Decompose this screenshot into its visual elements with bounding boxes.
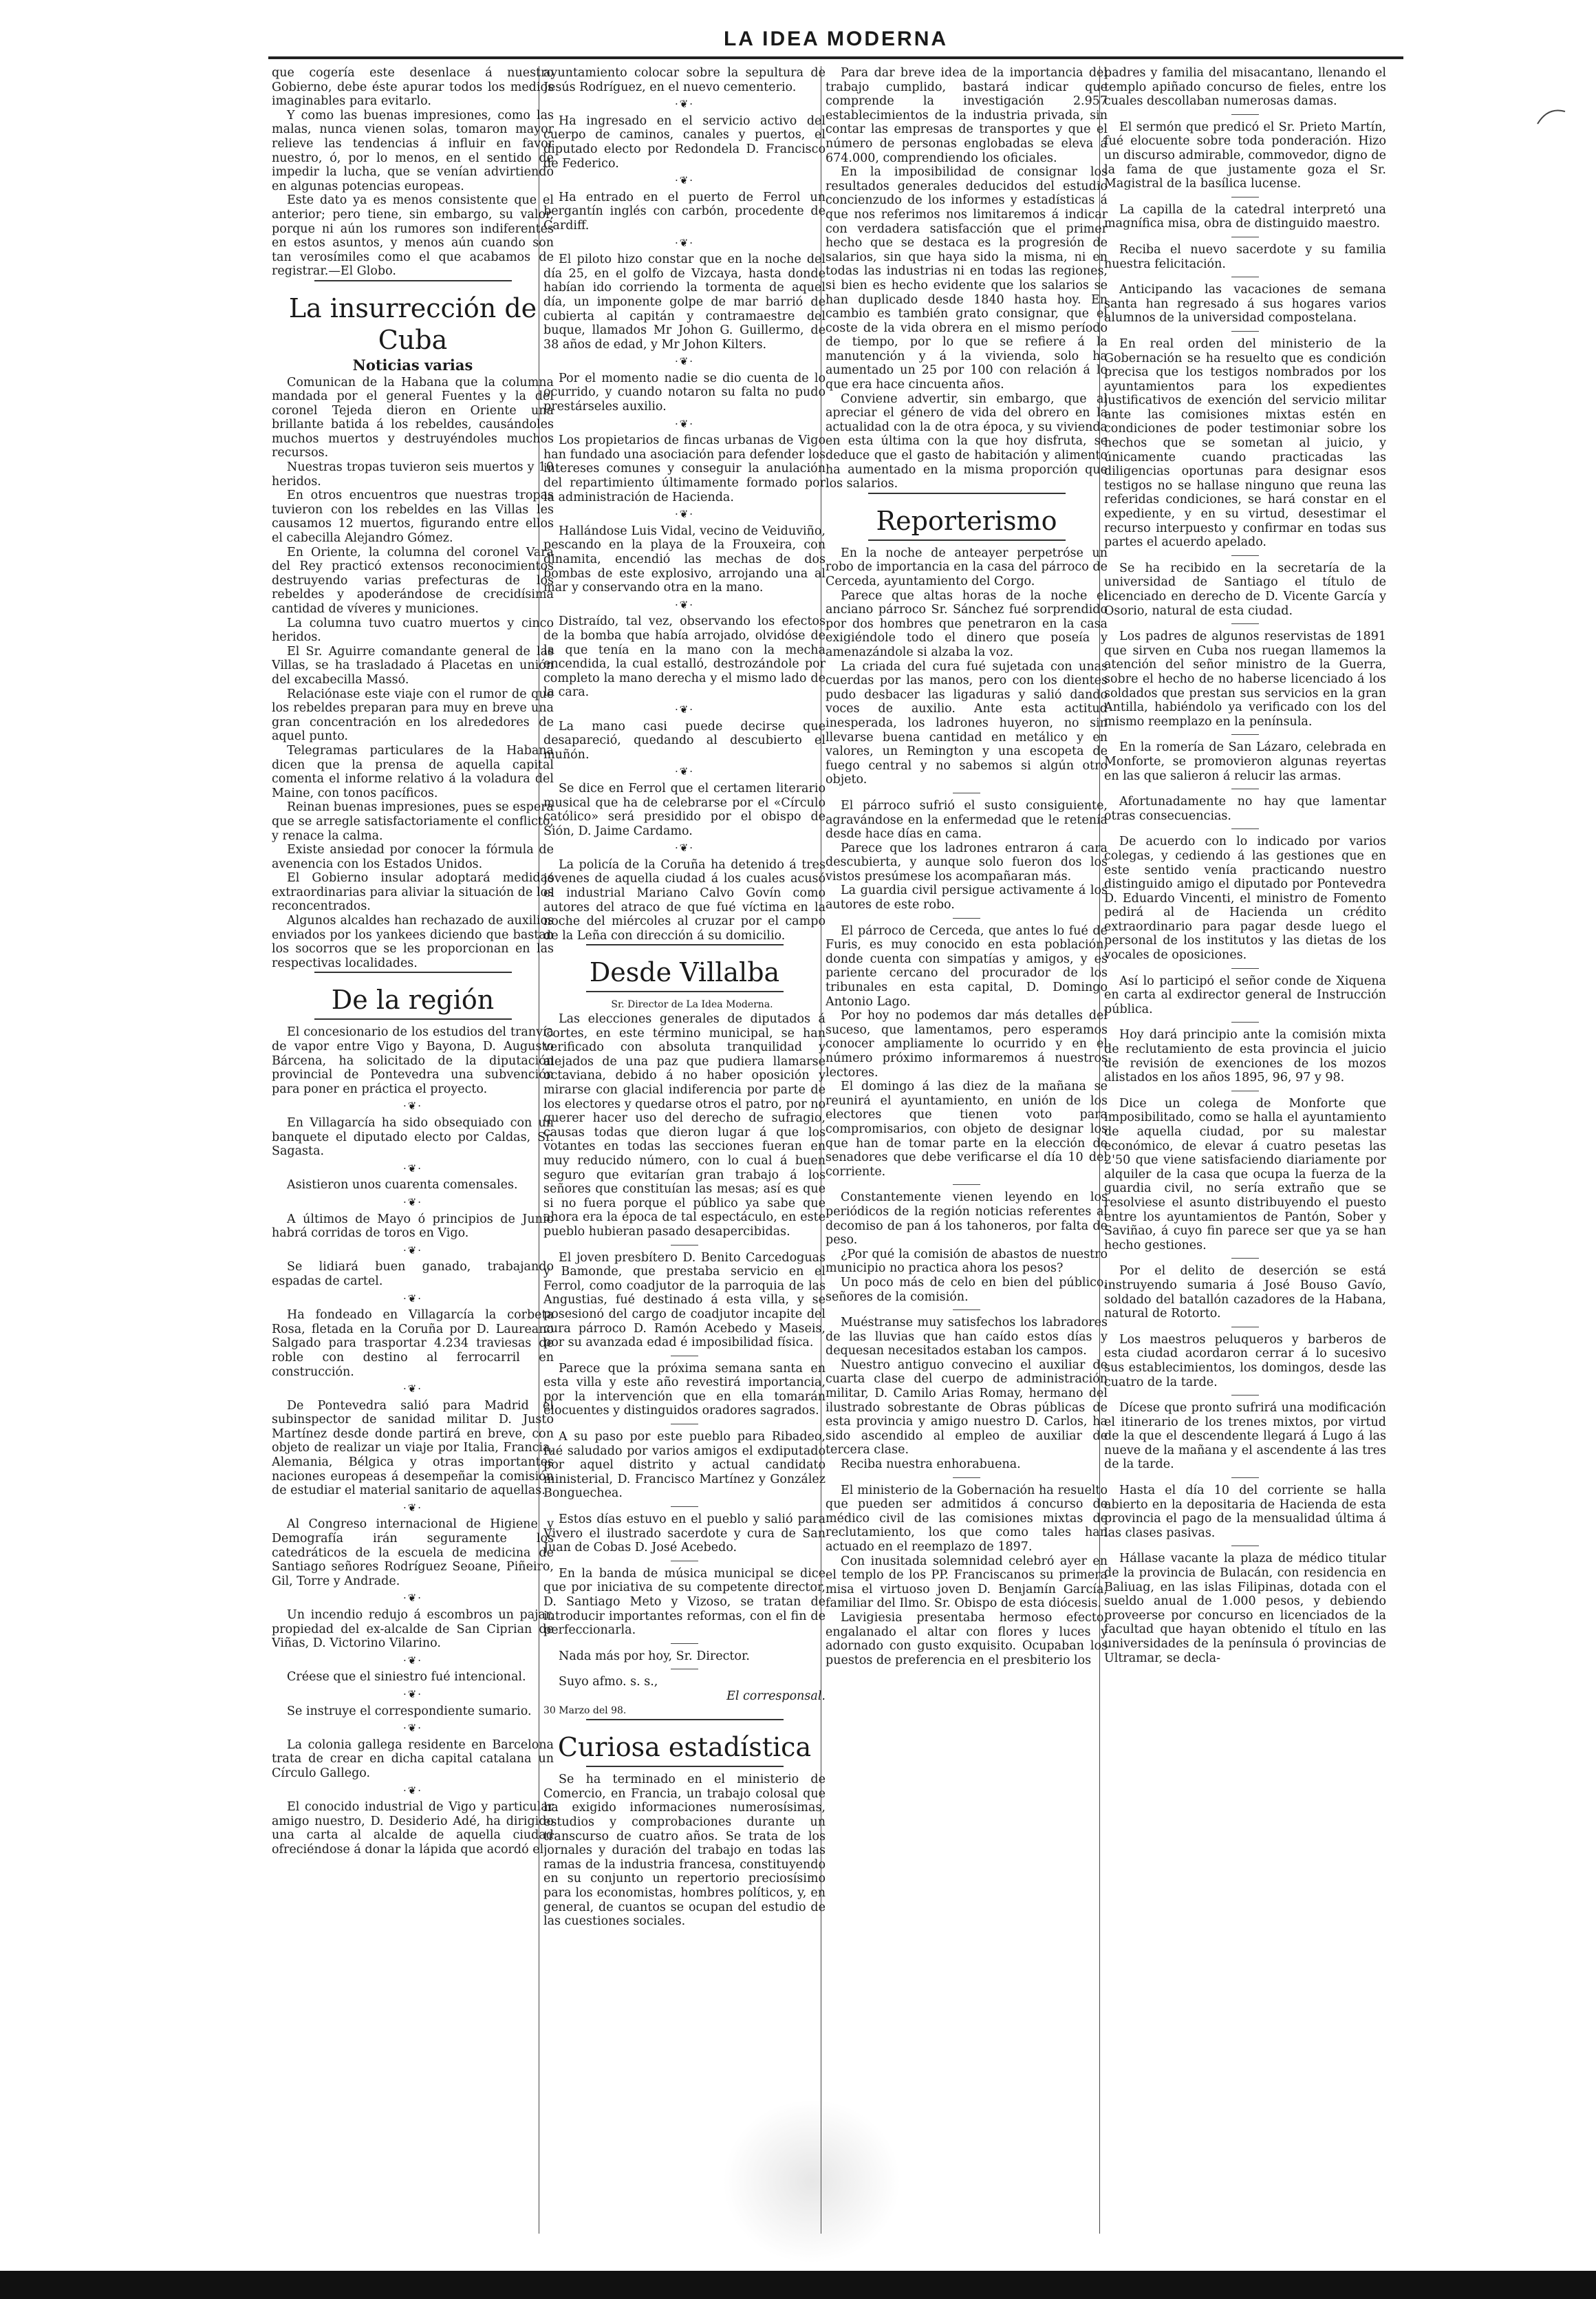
ornament-separator: ·❦· <box>674 236 695 249</box>
article-paragraph: Con inusitada solemnidad celebró ayer en el templo de los PP. Franciscanos su primera misa el virtuoso joven D. Benjamín García, familiar del Ilmo. Sr. Obispo de esta diócesis. <box>826 1554 1108 1611</box>
article-paragraph: Al Congreso internacional de Higiene y Demografía irán seguramente los catedráticos de la escuela de medicina de Santiago señores Rodríguez Seoane, Piñeiro, Gil, Torre y Andrade. <box>272 1517 554 1588</box>
dash-separator <box>953 1477 980 1478</box>
article-paragraph: Un poco más de celo en bien del público, señores de la comisión. <box>826 1275 1108 1304</box>
article-paragraph: ¿Por qué la comisión de abastos de nuestro municipio no practica ahora los pesos? <box>826 1247 1108 1276</box>
cuba-paragraphs <box>272 376 554 971</box>
ornament-separator: ·❦· <box>674 174 695 187</box>
dash-separator <box>1231 968 1259 969</box>
column-4 <box>1104 66 1386 2234</box>
article-paragraph: Los maestros peluqueros y barberos de esta ciudad acordaron cerrar á lo sucesivo sus establecimientos, los domingos, desde las cuatro de la tarde. <box>1104 1332 1386 1389</box>
ornament-separator: ·❦· <box>402 1592 423 1605</box>
article-paragraph: El piloto hizo constar que en la noche del día 25, en el golfo de Vizcaya, hasta donde habían ido corriendo la tormenta de aquel día, un imponente golpe de mar barrió de cubierta al capitán y contramaestre del buque, llamados Mr Johon G. Guillermo, de 38 años de edad, y Mr Johon Kilters. <box>543 253 826 352</box>
article-paragraph: La policía de la Coruña ha detenido á tres jóvenes de aquella ciudad á los cuales acusó el industrial Mariano Calvo Govín como autores del atraco de que fué víctima en la noche del miércoles al cruzar por el campo de la Leña con dirección á su domicilio. <box>543 857 826 943</box>
article-paragraph: Reciba nuestra enhorabuena. <box>841 1457 1021 1472</box>
article-paragraph: Hallándose Luis Vidal, vecino de Veiduviño, pescando en la playa de la Frouxeira, con dinamita, encendió las mechas de dos bombas de este explosivo, arrojando una al mar y conservando otra en la mano. <box>543 524 826 595</box>
section-title-cuba: La insurrección de Cuba <box>288 292 537 355</box>
margin-pencil-mark-icon <box>1534 103 1568 131</box>
ornament-separator: ·❦· <box>402 1292 423 1305</box>
article-paragraph: Se instruye el correspondiente sumario. <box>287 1704 532 1718</box>
article-paragraph: En la noche de anteayer perpetróse un robo de importancia en la casa del párroco de Cerceda, ayuntamiento del Corgo. <box>826 546 1108 588</box>
article-paragraph: El domingo á las diez de la mañana se reunirá el ayuntamiento, en unión de los electores que tienen voto para compromisarios, con objeto de designar los que han de tomar parte en la elección de senadores que debe verificarse el día 10 del corriente. <box>826 1080 1108 1179</box>
article-paragraph: Nuestro antiguo convecino el auxiliar de cuarta clase del cuerpo de administración militar, D. Camilo Arias Romay, hermano del ilustrado sobrestante de Obras públicas de esta provincia y amigo nuestro D. Carlos, ha sido ascendido al empleo de auxiliar de tercera clase. <box>826 1358 1108 1457</box>
article-paragraph: La mano casi puede decirse que desapareció, quedando al descubierto el muñón. <box>543 719 826 762</box>
dash-separator <box>953 918 980 919</box>
article-paragraph: Ha ingresado en el servicio activo del cuerpo de caminos, canales y puertos, el diputado electo por Redondela D. Francisco de Federico. <box>543 114 826 171</box>
article-paragraph: El párroco de Cerceda, que antes lo fué de Furis, es muy conocido en esta población, donde cuenta con simpatías y amigos, y es pariente cercano del procurador de los tribunales en esta capital, D. Domingo Antonio Lago. <box>826 923 1108 1009</box>
dash-separator <box>671 1643 698 1644</box>
article-paragraph: En la romería de San Lázaro, celebrada en Monforte, se promovieron algunas reyertas en las que salieron á relucir las armas. <box>1104 740 1386 783</box>
region-paragraphs <box>272 1025 554 1857</box>
dash-separator <box>953 1184 980 1185</box>
article-paragraph: El párroco sufrió el susto consiguiente, agravándose en la enfermedad que le retenía desde hace días en cama. <box>826 798 1108 842</box>
ornament-separator: ·❦· <box>402 1162 423 1175</box>
article-paragraph: La capilla de la catedral interpretó una magnífica misa, obra de distinguido maestro. <box>1104 202 1386 231</box>
section-rule <box>314 1018 512 1020</box>
ornament-separator: ·❦· <box>402 1195 423 1208</box>
article-paragraph: Parece que altas horas de la noche el anciano párroco Sr. Sánchez fué sorprendido por dos hombres que penetraron en la casa exigiéndole todo el dinero que poseía y amenazándole si alzaba la voz. <box>826 588 1108 659</box>
article-paragraph: Relaciónase este viaje con el rumor de que los rebeldes preparan para muy en breve una gran concentración en los alrededores de aquel punto. <box>272 687 554 744</box>
ornament-separator: ·❦· <box>674 508 695 521</box>
article-paragraph: Se ha terminado en el ministerio de Comercio, en Francia, un trabajo colosal que ha exigido informaciones numerosísimas, estudios y comprobaciones durante un transcurso de cuatro años. Se trata de los jornales y duración del trabajo en todas las ramas de la industria francesa, constituyendo en su conjunto un repertorio preciosísimo para los economistas, hombres políticos, y, en general, de cuantos se ocupan del estudio de las cuestiones sociales. <box>543 1773 826 1929</box>
masthead-title: LA IDEA MODERNA <box>723 28 949 50</box>
dash-separator <box>1231 1395 1259 1396</box>
scan-bottom-edge <box>0 2271 1596 2299</box>
article-paragraph: Dice un colega de Monforte que imposibilitado, como se halla el ayuntamiento de aquella ciudad, por su malestar económico, de elevar á cuatro pesetas las 2'50 que viene satisfaciendo diariamente por alquiler de la casa que ocupa la fuerza de la guardia civil, no sería extraño que se resolviese el asunto distribuyendo el puesto entre los ayuntamientos de Pantón, Sober y Saviñao, á cuyo fin parece ser que ya se han hecho gestiones. <box>1104 1096 1386 1252</box>
dash-separator <box>1231 1022 1259 1023</box>
article-paragraph: Estos días estuvo en el pueblo y salió para Vivero el ilustrado sacerdote y cura de San Juan de Cobas D. José Acebedo. <box>543 1512 826 1555</box>
news-paragraphs <box>543 66 826 943</box>
scan-smudge <box>722 2099 901 2264</box>
letter-addressee: Sr. Director de La Idea Moderna. <box>611 999 773 1011</box>
ornament-separator: ·❦· <box>674 417 695 430</box>
ornament-separator: ·❦· <box>402 1784 423 1797</box>
article-paragraph: Por el delito de deserción se está instruyendo sumaria á José Bouso Gavío, soldado del batallón cazadores de la Habana, natural de Rotorto. <box>1104 1264 1386 1321</box>
article-paragraph: Ha entrado en el puerto de Ferrol un bergantín inglés con carbón, procedente de Cardiff. <box>543 190 826 233</box>
dash-separator <box>1231 623 1259 624</box>
masthead-rule <box>268 56 1403 59</box>
article-paragraph: Créese que el siniestro fué intencional. <box>287 1670 526 1685</box>
article-paragraph: Para dar breve idea de la importancia del trabajo cumplido, bastará indicar que comprende la investigación 2.957 establecimientos de la industria privada, sin contar las empresas de transportes y que el número de personas englobadas se eleva á 674.000, comprendiendo los oficiales. <box>826 66 1108 165</box>
article-paragraph: El Sr. Aguirre comandante general de las Villas, se ha trasladado á Placetas en unión del excabecilla Massó. <box>272 644 554 687</box>
villalba-paragraphs <box>543 1012 826 1689</box>
ornament-separator: ·❦· <box>674 765 695 778</box>
dash-separator <box>953 1309 980 1310</box>
ornament-separator: ·❦· <box>402 1382 423 1396</box>
section-rule <box>586 1719 784 1720</box>
article-paragraph: De Pontevedra salió para Madrid el subinspector de sanidad militar D. Justo Martínez desde donde partirá en breve, con objeto de realizar un viaje por Italia, Francia, Alemania, Bélgica y otras importantes naciones europeas á desempeñar la comisión de estudiar el material sanitario de aquellas. <box>272 1398 554 1498</box>
article-paragraph: De acuerdo con lo indicado por varios colegas, y cediendo á las gestiones que en este sentido venía practicando nuestro distinguido amigo el diputado por Pontevedra D. Eduardo Vincenti, el ministro de Fomento pedirá al de Hacienda un crédito extraordinario para pagar desde luego el personal de los institutos y las dietas de los vocales de oposiciones. <box>1104 835 1386 963</box>
letter-date: 30 Marzo del 98. <box>543 1704 627 1716</box>
article-paragraph: Asistieron unos cuarenta comensales. <box>287 1178 518 1193</box>
article-paragraph: Telegramas particulares de la Habana dicen que la prensa de aquella capital comenta el informe relativo á la voladura del Maine, con tonos pacíficos. <box>272 743 554 800</box>
article-paragraph: El joven presbítero D. Benito Carcedoguas y Bamonde, que prestaba servicio en el Ferrol, como coadjutor de la parroquia de las Angustias, fué destinado á esta villa, y se posesionó del cargo de coadjutor incapite del cura párroco D. Ramón Acebedo y Maseis, por su avanzada edad é imposibilidad física. <box>543 1250 826 1350</box>
article-paragraph: ayuntamiento colocar sobre la sepultura de Jesús Rodríguez, en el nuevo cementerio. <box>543 66 826 94</box>
dash-separator <box>1231 734 1259 735</box>
dash-separator <box>1231 1477 1259 1478</box>
article-paragraph: La guardia civil persigue activamente á los autores de este robo. <box>826 884 1108 912</box>
article-paragraph: La criada del cura fué sujetada con unas cuerdas por las manos, pero con los dientes pudo desbacer las ligaduras y salió dando voces de auxilio. Ante esta actitud inesperada, los ladrones huyeron, no sin llevarse buena cantidad en metálico y en valores, un Remington y una escopeta de fuego central y no sabemos si algún otro objeto. <box>826 659 1108 787</box>
ornament-separator: ·❦· <box>674 598 695 611</box>
article-paragraph: En real orden del ministerio de la Gobernación se ha resuelto que es condición precisa que los testigos nombrados por los ayuntamientos para los expedientes justificativos de exención del servicio militar ante las comisiones mixtas estén en condiciones de poder testimoniar sobre los hechos que se sometan al juicio, y únicamente cuando practicadas las diligencias oportunas para designar esos testigos no se hallase ninguno que reuna las referidas condiciones, se hará constar en el expediente, y en su virtud, desestimar el recurso interpuesto y confirmar en todas sus partes el acuerdo apelado. <box>1104 336 1386 550</box>
intro-paragraphs <box>272 66 554 279</box>
letter-signature: El corresponsal. <box>726 1689 826 1703</box>
article-paragraph: La colonia gallega residente en Barcelona trata de crear en dicha capital catalana un Círculo Gallego. <box>272 1737 554 1780</box>
dash-separator <box>1231 828 1259 829</box>
article-paragraph: Los padres de algunos reservistas de 1891 que sirven en Cuba nos ruegan llamemos la atención del señor ministro de la Guerra, sobre el hecho de no haberse licenciado á los soldados que prestan sus servicios en la gran Antilla, habiéndolo ya verificado con los del mismo reemplazo en la península. <box>1104 630 1386 729</box>
article-paragraph: Dícese que pronto sufrirá una modificación el itinerario de los trenes mixtos, por virtud de la que el descendente llegará á Lugo á las nueve de la mañana y el ascendente á las tres de la tarde. <box>1104 1401 1386 1472</box>
section-title-region: De la región <box>331 985 495 1016</box>
article-paragraph: Distraído, tal vez, observando los efectos de la bomba que había arrojado, olvidóse de la que tenía en la mano con la mecha encendida, la cual estalló, destrozándole por completo la mano derecha y el mismo lado de la cara. <box>543 614 826 700</box>
ornament-separator: ·❦· <box>674 355 695 368</box>
column-1 <box>272 66 554 2234</box>
article-paragraph: Se dice en Ferrol que el certamen literario musical que ha de celebrarse por el «Círculo católico» será presidido por el obispo de Sión, D. Jaime Cardamo. <box>543 781 826 838</box>
article-paragraph: Algunos alcaldes han rechazado de auxilios enviados por los yankees diciendo que bastan los socorros que se les proporcionan en las respectivas localidades. <box>272 914 554 970</box>
ornament-separator: ·❦· <box>402 1654 423 1667</box>
curiosa-paragraphs <box>543 1773 826 1929</box>
section-rule <box>314 972 512 973</box>
article-paragraph: Hoy dará principio ante la comisión mixta de reclutamiento de esta provincia el juicio de revisión de exenciones de los mozos alistados en los años 1895, 96, 97 y 98. <box>1104 1028 1386 1085</box>
article-paragraph: El concesionario de los estudios del tranvía de vapor entre Vigo y Bayona, D. Augusto Bárcena, ha solicitado de la diputación provincial de Pontevedra una subvención para poner en práctica el proyecto. <box>272 1025 554 1096</box>
section-title-villalba: Desde Villalba <box>589 957 780 988</box>
section-title-curiosa: Curiosa estadística <box>557 1732 812 1763</box>
article-paragraph: En la imposibilidad de consignar los resultados generales deducidos del estudio concienzudo de los informes y estadísticas á que nos referimos nos limitaremos á indicar con verdadera satisfacción que el primer hecho que se destaca es la progresión de salarios, sin que haya sido la misma, ni en todas las industrias ni en todas las regiones, si bien es hecho evidente que los salarios se han duplicado desde 1840 hasta hoy. En cambio es también grato consignar, que el coste de la vida obrera en el mismo período de tiempo, por lo que se refiere á la manutención y á la vivienda, solo ha aumentado un 25 por 100 con relación á lo que era hace cincuenta años. <box>826 165 1108 392</box>
article-paragraph: A su paso por este pueblo para Ribadeo, fué saludado por varios amigos el exdiputado por aquel distrito y actual candidato ministerial, D. Francisco Martínez y González Bonguechea. <box>543 1430 826 1501</box>
column-3 <box>826 66 1108 2234</box>
article-paragraph: Y como las buenas impresiones, como las malas, nunca vienen solas, tomaron mayor relieve las tendencias á influir en favor nuestro, ó, por lo menos, en el sentido de impedir la lucha, que se venían advirtiendo en algunas potencias europeas. <box>272 108 554 193</box>
article-paragraph: padres y familia del misacantano, llenando el templo apiñado concurso de fieles, entre los cuales descollaban numerosas damas. <box>1104 66 1386 109</box>
section-rule <box>586 991 784 992</box>
section-subtitle-noticias: Noticias varias <box>352 356 473 374</box>
article-paragraph: Se lidiará buen ganado, trabajando espadas de cartel. <box>272 1260 554 1288</box>
ornament-separator: ·❦· <box>402 1687 423 1700</box>
dash-separator <box>1231 555 1259 556</box>
ornament-separator: ·❦· <box>674 703 695 716</box>
dash-separator <box>1231 1258 1259 1259</box>
article-paragraph: Existe ansiedad por conocer la fórmula de avenencia con los Estados Unidos. <box>272 843 554 871</box>
article-paragraph: Lavigiesia presentaba hermoso efecto, engalanado el altar con flores y luces y adornado con gusto exquisito. Ocupaban los puestos de preferencia en el presbiterio los <box>826 1610 1108 1667</box>
article-paragraph: Muéstranse muy satisfechos los labradores de las lluvias que han caído estos días y dequesan necesitados estaban los campos. <box>826 1316 1108 1358</box>
article-paragraph: El ministerio de la Gobernación ha resuelto que pueden ser admitidos á concurso de médico civil de las comisiones mixtas de reclutamiento, los que como tales han actuado en el reemplazo de 1897. <box>826 1483 1108 1554</box>
article-paragraph: En la banda de música municipal se dice que por iniciativa de su competente director, D. Santiago Meto y Vizoso, se tratan de introducir importantes reformas, con el fin de perfeccionarla. <box>543 1566 826 1638</box>
article-paragraph: En otros encuentros que nuestras tropas tuvieron con los rebeldes en las Villas les causamos 12 muertos, figurando entre ellos el cabecilla Alejandro Gómez. <box>272 489 554 546</box>
ornament-separator: ·❦· <box>674 842 695 855</box>
ornament-separator: ·❦· <box>674 98 695 111</box>
section-title-reporterismo: Reporterismo <box>876 505 1057 536</box>
article-paragraph: Nada más por hoy, Sr. Director. <box>559 1649 750 1663</box>
section-rule <box>868 539 1066 541</box>
article-paragraph: Anticipando las vacaciones de semana santa han regresado á sus hogares varios alumnos de la universidad compostelana. <box>1104 283 1386 325</box>
ornament-separator: ·❦· <box>402 1722 423 1735</box>
article-paragraph: La columna tuvo cuatro muertos y cinco heridos. <box>272 616 554 645</box>
article-paragraph: Hasta el día 10 del corriente se halla abierto en la depositaria de Hacienda de esta provincia el pago de la mensualidad última á las clases pasivas. <box>1104 1484 1386 1540</box>
section-rule <box>586 944 784 945</box>
dash-separator <box>1231 331 1259 332</box>
article-paragraph: Así lo participó el señor conde de Xiquena en carta al exdirector general de Instrucción pública. <box>1104 974 1386 1016</box>
section-rule <box>314 280 512 281</box>
article-paragraph: En Oriente, la columna del coronel Vara del Rey practicó extensos reconocimientos destruyendo varias prefecturas de los rebeldes y apoderándose de crecidísima cantidad de víveres y municiones. <box>272 545 554 616</box>
article-paragraph: Reinan buenas impresiones, pues se espera que se arregle satisfactoriamente el conflicto, y renace la calma. <box>272 800 554 843</box>
section-rule <box>868 493 1066 494</box>
article-paragraph: Un incendio redujo á escombros un pajar, propiedad del ex-alcalde de San Ciprian de Viñas, D. Victorino Vilarino. <box>272 1608 554 1651</box>
article-paragraph: Conviene advertir, sin embargo, que al apreciar el género de vida del obrero en la actualidad con la de otra época, y su vivienda en esta última con la que hoy disfruta, se deduce que el gasto de habitación y alimento ha aumentado en la misma proporción que los salarios. <box>826 392 1108 491</box>
article-paragraph: El sermón que predicó el Sr. Prieto Martín, fué elocuente sobre toda ponderación. Hizo un discurso admirable, commovedor, digno de la fama de que justamente goza el Sr. Magistral de la basílica lucense. <box>1104 120 1386 191</box>
article-paragraph: Parece que los ladrones entraron á cara descubierta, y aunque solo fueron dos los vistos presúmese los acompañaran más. <box>826 841 1108 884</box>
dash-separator <box>671 1506 698 1507</box>
article-paragraph: Nuestras tropas tuvieron seis muertos y 10 heridos. <box>272 460 554 489</box>
article-paragraph: Por hoy no podemos dar más detalles del suceso, que lamentamos, pero esperamos conocer ampliamente lo ocurrido y en el número próximo informaremos á nuestros lectores. <box>826 1009 1108 1080</box>
article-paragraph: Constantemente vienen leyendo en los periódicos de la región noticias referentes al decomiso de pan á los tahoneros, por falta de peso. <box>826 1190 1108 1248</box>
ornament-separator: ·❦· <box>402 1100 423 1113</box>
ornament-separator: ·❦· <box>402 1243 423 1257</box>
article-paragraph: Se ha recibido en la secretaría de la universidad de Santiago el título de licenciado en derecho de D. Vicente García y Osorio, natural de esta ciudad. <box>1104 561 1386 618</box>
local-news-paragraphs <box>1104 66 1386 1665</box>
article-paragraph: Por el momento nadie se dio cuenta de lo ocurrido, y cuando notaron su falta no pudo prestárseles auxilio. <box>543 371 826 414</box>
ornament-separator: ·❦· <box>402 1501 423 1514</box>
article-paragraph: Comunican de la Habana que la columna mandada por el general Fuentes y la del coronel Tejeda dieron en Oriente una brillante batida á los rebeldes, causándoles muchos muertos y destruyéndoles muchos recursos. <box>272 375 554 460</box>
article-paragraph: En Villagarcía ha sido obsequiado con un banquete el diputado electo por Caldas, Sr. Sagasta. <box>272 1116 554 1159</box>
article-paragraph: El Gobierno insular adoptará medidas extraordinarias para aliviar la situación de los reconcentrados. <box>272 871 554 914</box>
article-paragraph: A últimos de Mayo ó principios de Junio habrá corridas de toros en Vigo. <box>272 1212 554 1241</box>
article-paragraph: Los propietarios de fincas urbanas de Vigo han fundado una asociación para defender los intereses comunes y conseguir la anulación del repartimiento últimamente formado por la administración de Hacienda. <box>543 434 826 504</box>
statistics-paragraphs <box>826 66 1108 491</box>
article-paragraph: Afortunadamente no hay que lamentar otras consecuencias. <box>1104 795 1386 823</box>
article-paragraph: Las elecciones generales de diputados á Cortes, en este término municipal, se han verificado con absoluta tranquilidad y alejados de una paz que pudiera llamarse octaviana, debido á no haber oposición y mirarse con glacial indiferencia por parte de los electores y quedarse otros el patro, por no querer hacer uso del derecho de sufragio, causas todas que dieron lugar á que los votantes en todas las secciones fueran en muy reducido número, con lo cual á buen seguro que evitarían gran trabajo á los señores que constituían las mesas; así es que si no fuera porque el público ya sabe que ahora era la época de tal espectáculo, en este pueblo hubieran pasado desapercibidas. <box>543 1012 826 1239</box>
column-2 <box>543 66 826 2234</box>
article-paragraph: El conocido industrial de Vigo y particular amigo nuestro, D. Desiderio Adé, ha dirigido una carta al alcalde de aquella ciudad ofreciéndose á donar la lápida que acordó el <box>272 1800 554 1857</box>
article-paragraph: Reciba el nuevo sacerdote y su familia nuestra felicitación. <box>1104 242 1386 271</box>
article-paragraph: Parece que la próxima semana santa en esta villa y este año revestirá importancia, por la intervención que en ella tomarán elocuentes y distinguidos oradores sagrados. <box>543 1361 826 1418</box>
report-paragraphs <box>826 546 1108 1668</box>
dash-separator <box>1231 114 1259 115</box>
article-paragraph: Ha fondeado en Villagarcía la corbeta Rosa, fletada en la Coruña por D. Laureano Salgado para trasportar 4.234 traviesas de roble con destino al ferrocarril en construcción. <box>272 1308 554 1379</box>
article-paragraph: Este dato ya es menos consistente que el anterior; pero tiene, sin embargo, su valor, porque ni aún los rumores son indiferentes en estos asuntos, y menos aún cuando son tan verosímiles como el que acabamos de registrar.—El Globo. <box>272 193 554 279</box>
article-paragraph: Hállase vacante la plaza de médico titular de la provincia de Bulacán, con residencia en Baliuag, en las islas Filipinas, dotada con el sueldo anual de 1.000 pesos, y debiendo proveerse por concurso en licenciados de la facultad que hayan obtenido el título en las universidades de la península ó provincias de Ultramar, se decla- <box>1104 1552 1386 1665</box>
article-paragraph: que cogería este desenlace á nuestro Gobierno, debe éste apurar todos los medios imaginables para evitarlo. <box>272 66 554 109</box>
section-rule <box>586 1766 784 1767</box>
article-paragraph: Suyo afmo. s. s., <box>559 1675 658 1689</box>
